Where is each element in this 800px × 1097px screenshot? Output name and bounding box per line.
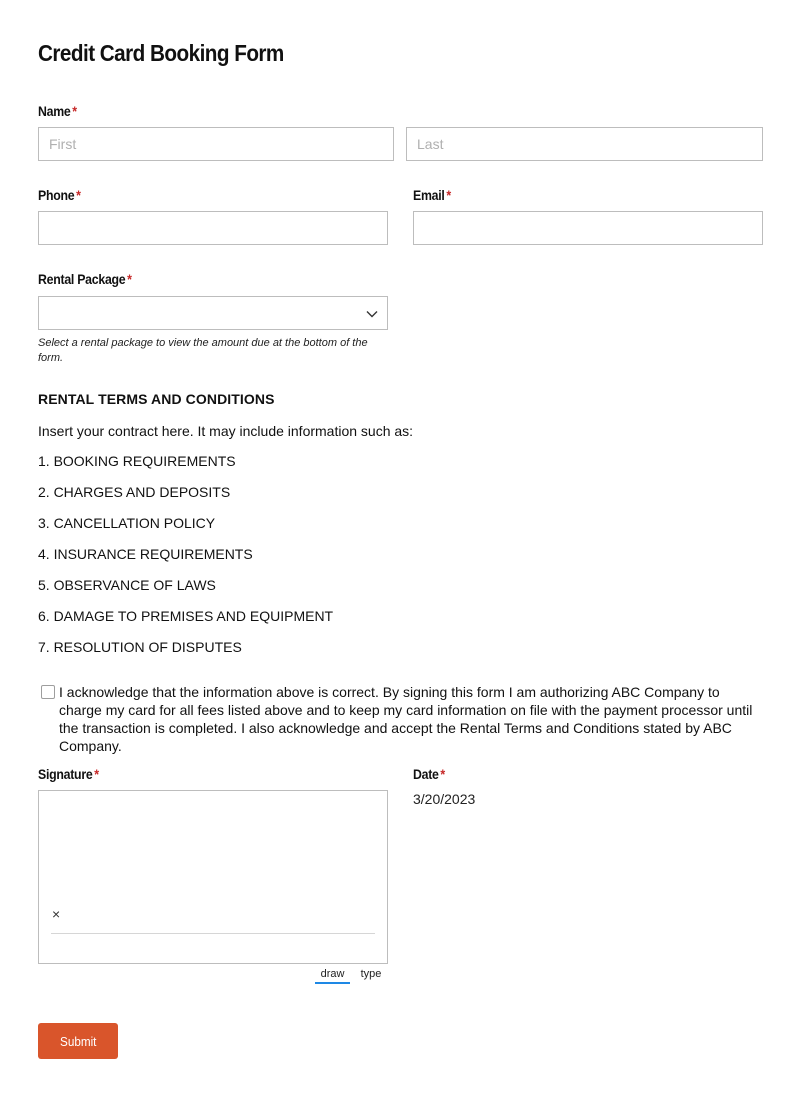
terms-item: 6. DAMAGE TO PREMISES AND EQUIPMENT [38,608,334,624]
signature-tab-type[interactable]: type [360,968,382,980]
date-value: 3/20/2023 [413,791,476,807]
required-marker: * [94,766,99,782]
submit-button-label: Submit [59,1033,97,1049]
terms-heading: RENTAL TERMS AND CONDITIONS [38,391,275,407]
page-title: Credit Card Booking Form [38,40,284,66]
chevron-down-icon [365,307,379,321]
required-marker: * [446,187,451,203]
phone-label-text: Phone [38,187,75,203]
email-label-text: Email [413,187,445,203]
terms-list [38,453,333,670]
email-label [413,187,451,203]
signature-pad[interactable] [38,790,388,964]
last-name-input[interactable] [406,127,763,161]
acknowledge-checkbox[interactable] [41,685,55,699]
terms-item: 2. CHARGES AND DEPOSITS [38,484,231,500]
terms-item: 4. INSURANCE REQUIREMENTS [38,546,253,562]
submit-button[interactable] [38,1023,118,1059]
name-label-text: Name [38,103,71,119]
terms-item: 5. OBSERVANCE OF LAWS [38,577,216,593]
signature-baseline [51,933,375,934]
signature-label [38,766,99,782]
terms-intro: Insert your contract here. It may include information such as: [38,423,414,439]
signature-tab-draw[interactable]: draw [315,968,350,984]
terms-item: 7. RESOLUTION OF DISPUTES [38,639,242,655]
required-marker: * [127,271,132,287]
terms-item: 3. CANCELLATION POLICY [38,515,216,531]
date-label-text: Date [413,766,439,782]
email-input[interactable] [413,211,763,245]
required-marker: * [72,103,77,119]
acknowledge-text: I acknowledge that the information above is correct. By signing this form I am authorizing ABC Company to charge my card for all fees listed above and to keep my card information on file with the payment processor until the transaction is completed. I also acknowledge and accept the Rental Terms and Conditions stated by ABC Company. [59,684,753,754]
close-icon[interactable]: × [52,906,61,922]
date-label [413,766,445,782]
rental-package-label-text: Rental Package [38,271,126,287]
first-name-input[interactable] [38,127,394,161]
phone-label [38,187,81,203]
required-marker: * [76,187,81,203]
rental-package-helper: Select a rental package to view the amount due at the bottom of the form. [38,337,368,364]
phone-input[interactable] [38,211,388,245]
required-marker: * [440,766,445,782]
terms-item: 1. BOOKING REQUIREMENTS [38,453,236,469]
name-label [38,103,77,119]
signature-label-text: Signature [38,766,93,782]
rental-package-label [38,271,132,287]
rental-package-select[interactable] [38,296,388,330]
